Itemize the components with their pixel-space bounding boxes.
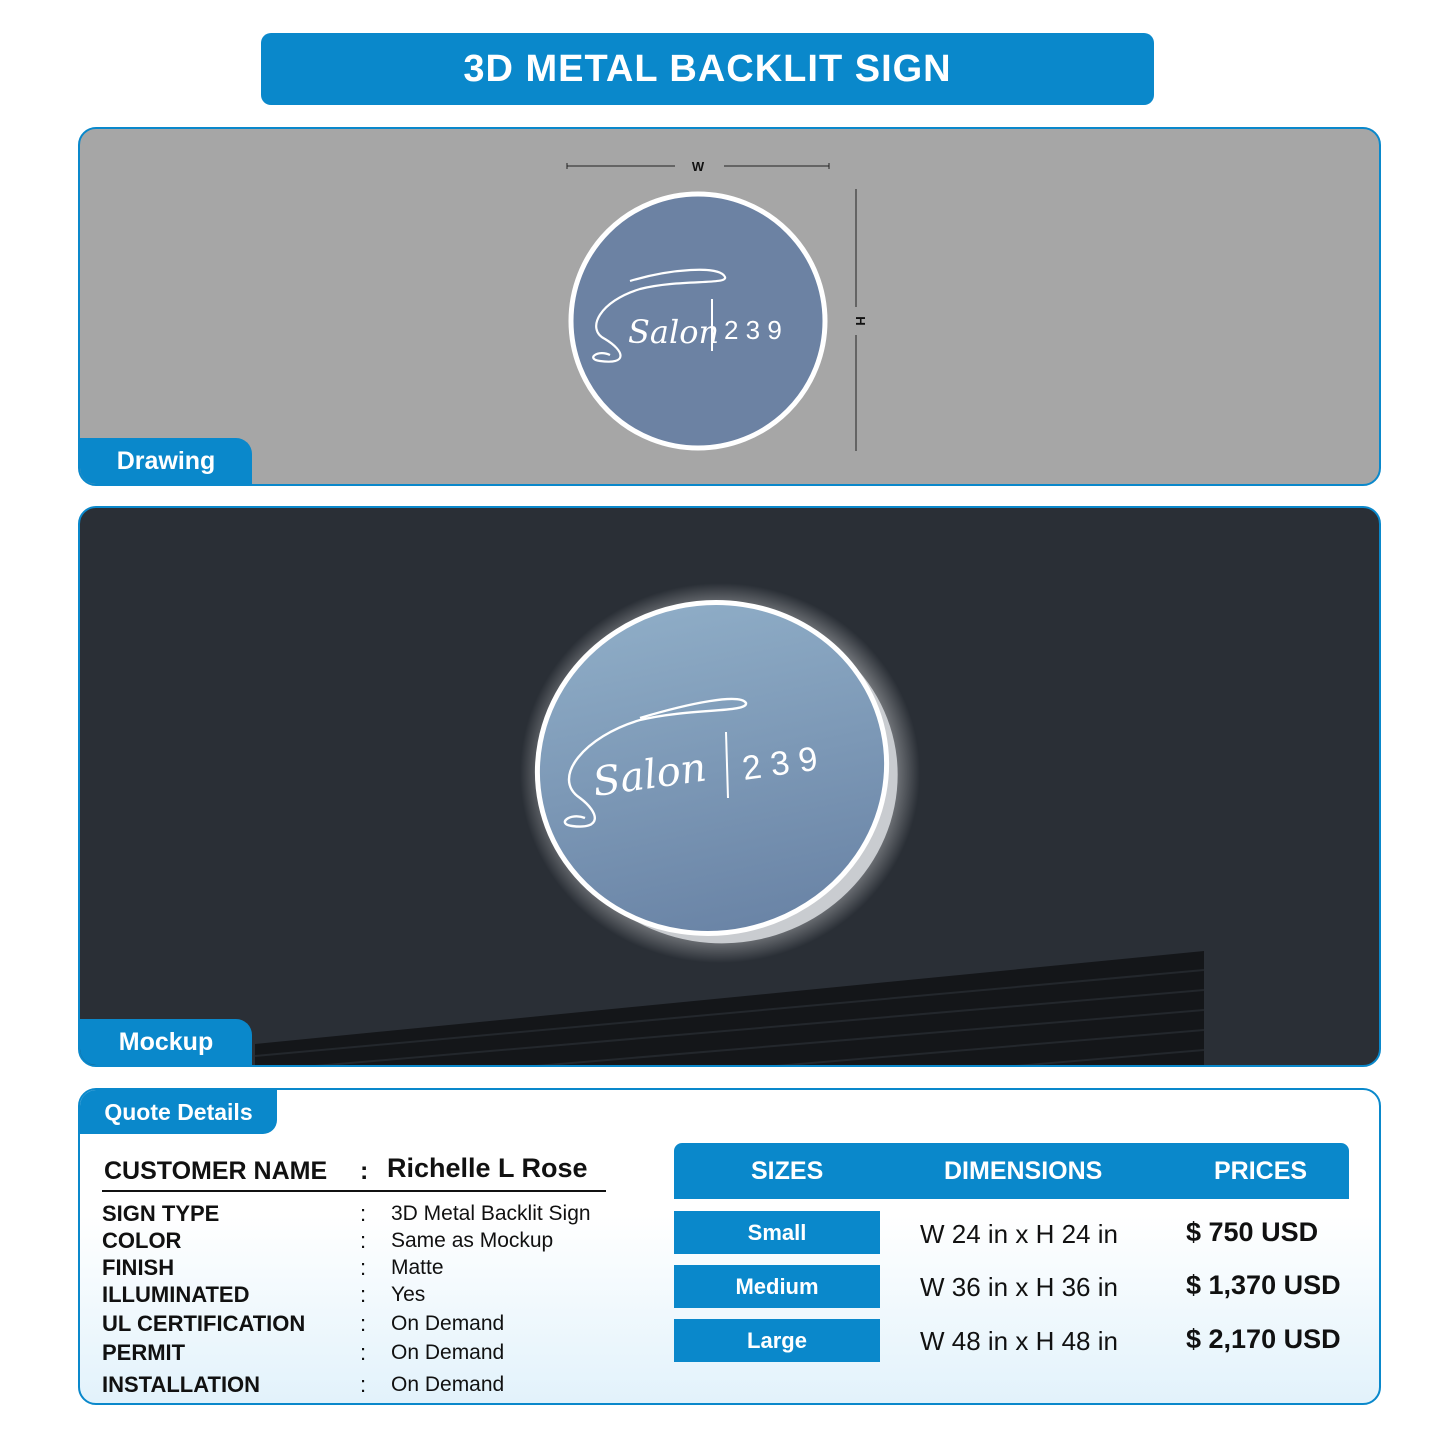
spec-colon: : [360, 1228, 367, 1253]
dimension-medium: W 36 in x H 36 in [920, 1272, 1118, 1302]
spec-row [102, 1340, 622, 1366]
spec-label: UL CERTIFICATION [102, 1311, 306, 1336]
size-large-button[interactable]: Large [674, 1319, 880, 1362]
spec-value: 3D Metal Backlit Sign [391, 1202, 591, 1225]
spec-row [102, 1282, 622, 1308]
customer-divider [102, 1190, 606, 1192]
header-sizes: SIZES [751, 1157, 824, 1185]
spec-value: On Demand [391, 1341, 505, 1364]
spec-label: FINISH [102, 1255, 175, 1280]
dimension-small: W 24 in x H 24 in [920, 1219, 1118, 1249]
drawing-tab[interactable]: Drawing [80, 438, 252, 484]
spec-colon: : [360, 1311, 367, 1336]
sign-number-text: 2 3 9 [724, 315, 782, 345]
spec-row [102, 1201, 622, 1227]
spec-value: On Demand [391, 1312, 505, 1335]
price-small: $ 750 USD [1186, 1217, 1319, 1247]
dimension-large: W 48 in x H 48 in [920, 1326, 1118, 1356]
header-dimensions: DIMENSIONS [944, 1157, 1103, 1185]
price-medium: $ 1,370 USD [1186, 1270, 1341, 1300]
mockup-tab[interactable]: Mockup [80, 1019, 252, 1065]
sign-script-text: Salon [628, 313, 720, 351]
spec-label: PERMIT [102, 1340, 186, 1365]
mockup-number-text: 2 3 9 [739, 739, 821, 788]
spec-row [102, 1372, 622, 1398]
spec-label: ILLUMINATED [102, 1282, 250, 1307]
customer-name-value: Richelle L Rose [387, 1153, 588, 1183]
drawing-panel [78, 127, 1381, 486]
customer-name-label: CUSTOMER NAME [104, 1157, 328, 1185]
spec-value: On Demand [391, 1373, 505, 1396]
spec-colon: : [360, 1201, 367, 1226]
mockup-script-text: Salon [589, 744, 710, 806]
price-table-header [674, 1143, 1349, 1199]
sign-drawing [80, 129, 1381, 486]
spec-value: Matte [391, 1256, 444, 1279]
page-title: 3D METAL BACKLIT SIGN [261, 33, 1154, 105]
spec-colon: : [360, 1255, 367, 1280]
customer-name-colon: : [360, 1157, 369, 1185]
sign-mockup [80, 508, 1381, 1067]
width-label: W [691, 159, 705, 174]
mockup-panel [78, 506, 1381, 1067]
spec-label: SIGN TYPE [102, 1201, 220, 1226]
spec-value: Yes [391, 1283, 426, 1306]
spec-label: COLOR [102, 1228, 182, 1253]
spec-colon: : [360, 1340, 367, 1365]
spec-row [102, 1311, 622, 1337]
spec-row [102, 1255, 622, 1281]
size-small-button[interactable]: Small [674, 1211, 880, 1254]
quote-details-panel [78, 1088, 1381, 1405]
header-prices: PRICES [1214, 1157, 1308, 1185]
spec-colon: : [360, 1372, 367, 1397]
size-medium-button[interactable]: Medium [674, 1265, 880, 1308]
spec-label: INSTALLATION [102, 1372, 261, 1397]
spec-value: Same as Mockup [391, 1229, 554, 1252]
spec-row [102, 1228, 622, 1254]
price-large: $ 2,170 USD [1186, 1324, 1341, 1354]
height-label: H [853, 316, 868, 326]
quote-details-tab[interactable]: Quote Details [80, 1090, 277, 1134]
spec-colon: : [360, 1282, 367, 1307]
